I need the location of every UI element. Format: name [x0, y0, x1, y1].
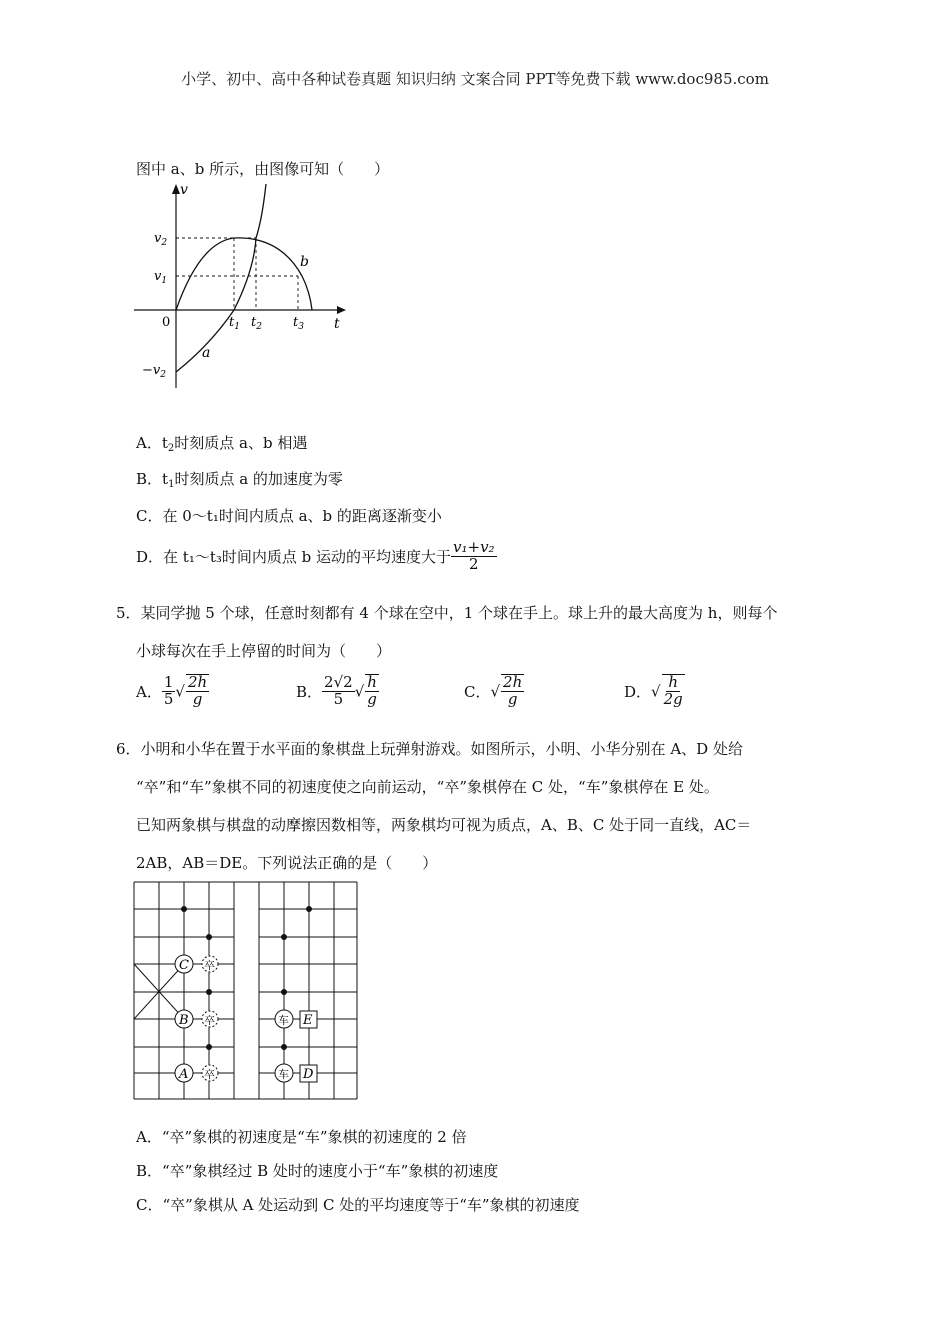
- q6-stem-line4: 2AB，AB＝DE。下列说法正确的是（ ）: [136, 854, 438, 872]
- q5-option-c: C．√ $\frac{\text{2ℎ}}{g}$: [464, 673, 523, 708]
- river: [234, 882, 259, 1099]
- curve-b: [176, 238, 312, 310]
- page-header: 小学、初中、高中各种试卷真题 知识归纳 文案合同 PPT等免费下载 www.doc985.com: [181, 70, 769, 88]
- che-label-e: 车: [278, 1014, 289, 1027]
- che-label-d: 车: [278, 1068, 289, 1081]
- v-axis-arrow: [172, 184, 180, 194]
- t2-label: $t_2$: [251, 315, 262, 332]
- q4-option-d: D．在 t₁～t₃时间内质点 b 运动的平均速度大于 $\frac{\text{v₁+v₂}}{2}$: [136, 538, 495, 573]
- t1-label: $t_1$: [229, 315, 240, 332]
- zu-label-b: 卒: [204, 1014, 215, 1027]
- q6-stem-line2: “卒”和“车”象棋不同的初速度使之向前运动，“卒”象棋停在 C 处，“车”象棋停在 E 处。: [136, 778, 719, 796]
- q6-option-a: A．“卒”象棋的初速度是“车”象棋的初速度的 2 倍: [136, 1128, 467, 1146]
- label-e: E: [303, 1013, 313, 1028]
- curve-b-label: b: [300, 254, 309, 270]
- q4-option-d-fraction: $\frac{\text{v₁+v₂}}{2}$: [453, 538, 495, 573]
- curve-a-label: a: [202, 345, 211, 361]
- q6-option-b: B．“卒”象棋经过 B 处时的速度小于“车”象棋的初速度: [136, 1162, 499, 1180]
- q4-option-a: A．$t_2$时刻质点 a、b 相遇: [136, 434, 308, 454]
- zu-label-a: 卒: [204, 1068, 215, 1081]
- q4-option-c: C．在 0～t₁时间内质点 a、b 的距离逐渐变小: [136, 507, 442, 525]
- q6-stem-line1: 6．小明和小华在置于水平面的象棋盘上玩弹射游戏。如图所示，小明、小华分别在 A、D 处给: [116, 740, 743, 758]
- q5-option-b: B． $\frac{2√2}{5}$ √ $\frac{\text{ℎ}}{g}$: [296, 673, 377, 708]
- q5-option-a: A． $\frac{1}{5}$ √ $\frac{\text{2ℎ}}{g}$: [136, 673, 208, 708]
- q6-stem-line3: 已知两象棋与棋盘的动摩擦因数相等，两象棋均可视为质点，A、B、C 处于同一直线，AC＝: [136, 816, 752, 834]
- origin-label: 0: [162, 315, 171, 330]
- q4-option-b: B．$t_1$时刻质点 a 的加速度为零: [136, 470, 343, 490]
- neg-v2-label: $-v_2$: [142, 363, 166, 380]
- label-b: B: [179, 1013, 189, 1028]
- q5-stem-line2: 小球每次在手上停留的时间为（ ）: [136, 642, 392, 660]
- t3-label: $t_3$: [293, 315, 304, 332]
- v1-label: $v_1$: [154, 269, 168, 286]
- guide-lines: [176, 238, 298, 310]
- label-d: D: [303, 1067, 314, 1082]
- v-axis-label: v: [180, 182, 188, 198]
- t-axis-arrow: [337, 306, 346, 314]
- q5-stem-line1: 5．某同学抛 5 个球，任意时刻都有 4 个球在空中，1 个球在手上。球上升的最大高度为 h，则每个: [116, 604, 778, 622]
- label-c: C: [179, 958, 189, 973]
- t-axis-label: t: [334, 316, 340, 332]
- zu-label-c: 卒: [204, 959, 215, 972]
- q4-vt-graph: [130, 180, 360, 395]
- q4-stem: 图中 a、b 所示，由图像可知（ ）: [136, 160, 390, 178]
- q6-chess-board: [132, 880, 360, 1102]
- q5-option-d: D．√ $\frac{\text{ℎ}}{2g}$: [624, 673, 683, 708]
- label-a: A: [179, 1067, 189, 1082]
- v2-label: $v_2$: [154, 231, 168, 248]
- q6-option-c: C．“卒”象棋从 A 处运动到 C 处的平均速度等于“车”象棋的初速度: [136, 1196, 580, 1214]
